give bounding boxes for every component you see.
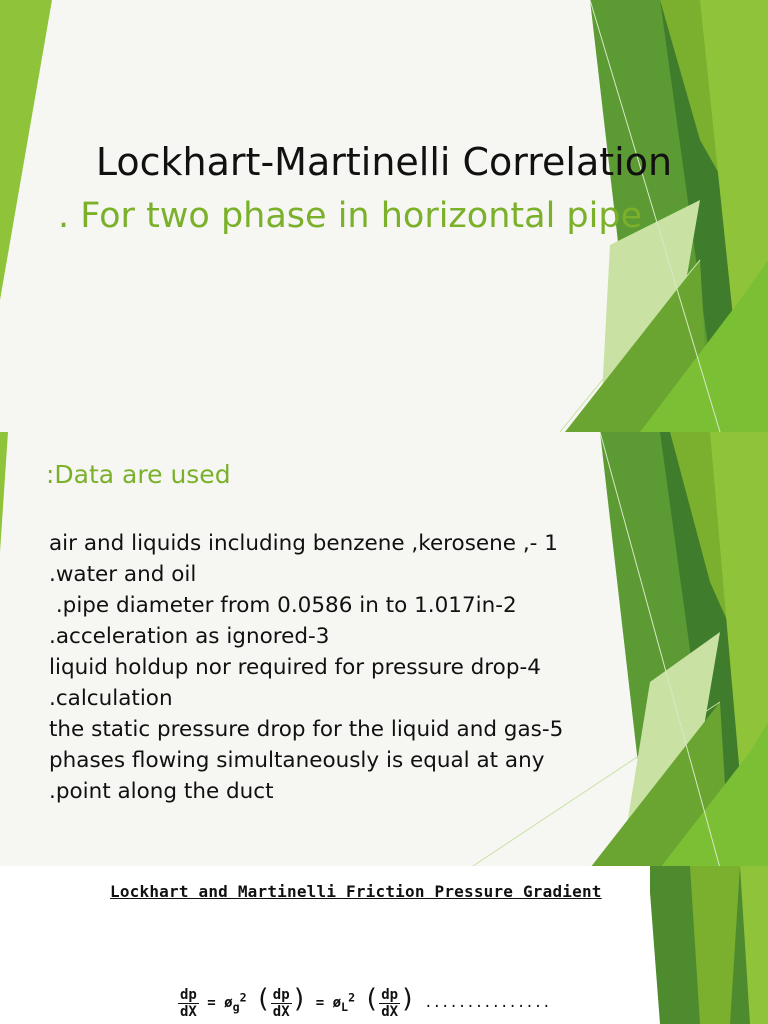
list-item: .pipe diameter from 0.0586 in to 1.017in-2 <box>49 593 517 618</box>
fraction-dp-dx: $\frac{dp}{dX}$ <box>180 986 197 1020</box>
data-list <box>49 528 563 807</box>
list-item: .calculation <box>49 686 173 711</box>
list-item: phases flowing simultaneously is equal at any <box>49 748 545 773</box>
fraction-dp-dx: $\frac{dp}{dX}$ <box>272 986 290 1020</box>
list-item: .acceleration as ignored-3 <box>49 624 330 649</box>
slide-subtitle: . For two phase in horizontal pipe <box>58 196 643 236</box>
friction-pressure-equation: $\frac{dp}{dX}$ = $ø_g^2$ ( $\frac{dp}{dX}$ ) = $ø_L^2$ ( $\frac{dp}{dX}$ ) ............... <box>180 984 551 1020</box>
data-used-slide <box>0 432 768 868</box>
scan-heading: Lockhart and Martinelli Friction Pressure Gradient <box>110 882 602 901</box>
list-item: .water and oil <box>49 562 197 587</box>
list-item: liquid holdup nor required for pressure drop-4 <box>49 655 541 680</box>
list-item: .point along the duct <box>49 779 274 804</box>
fraction-dp-dx: $\frac{dp}{dX}$ <box>381 986 399 1020</box>
list-item: the static pressure drop for the liquid and gas-5 <box>49 717 564 742</box>
scanned-equation-image <box>0 866 650 1024</box>
title-slide <box>0 0 768 432</box>
slide-title: Lockhart-Martinelli Correlation <box>95 140 673 184</box>
section-heading: :Data are used <box>46 460 231 489</box>
list-item: air and liquids including benzene ,kerosene ,- 1 <box>49 531 558 556</box>
equation-slide <box>0 866 768 1024</box>
